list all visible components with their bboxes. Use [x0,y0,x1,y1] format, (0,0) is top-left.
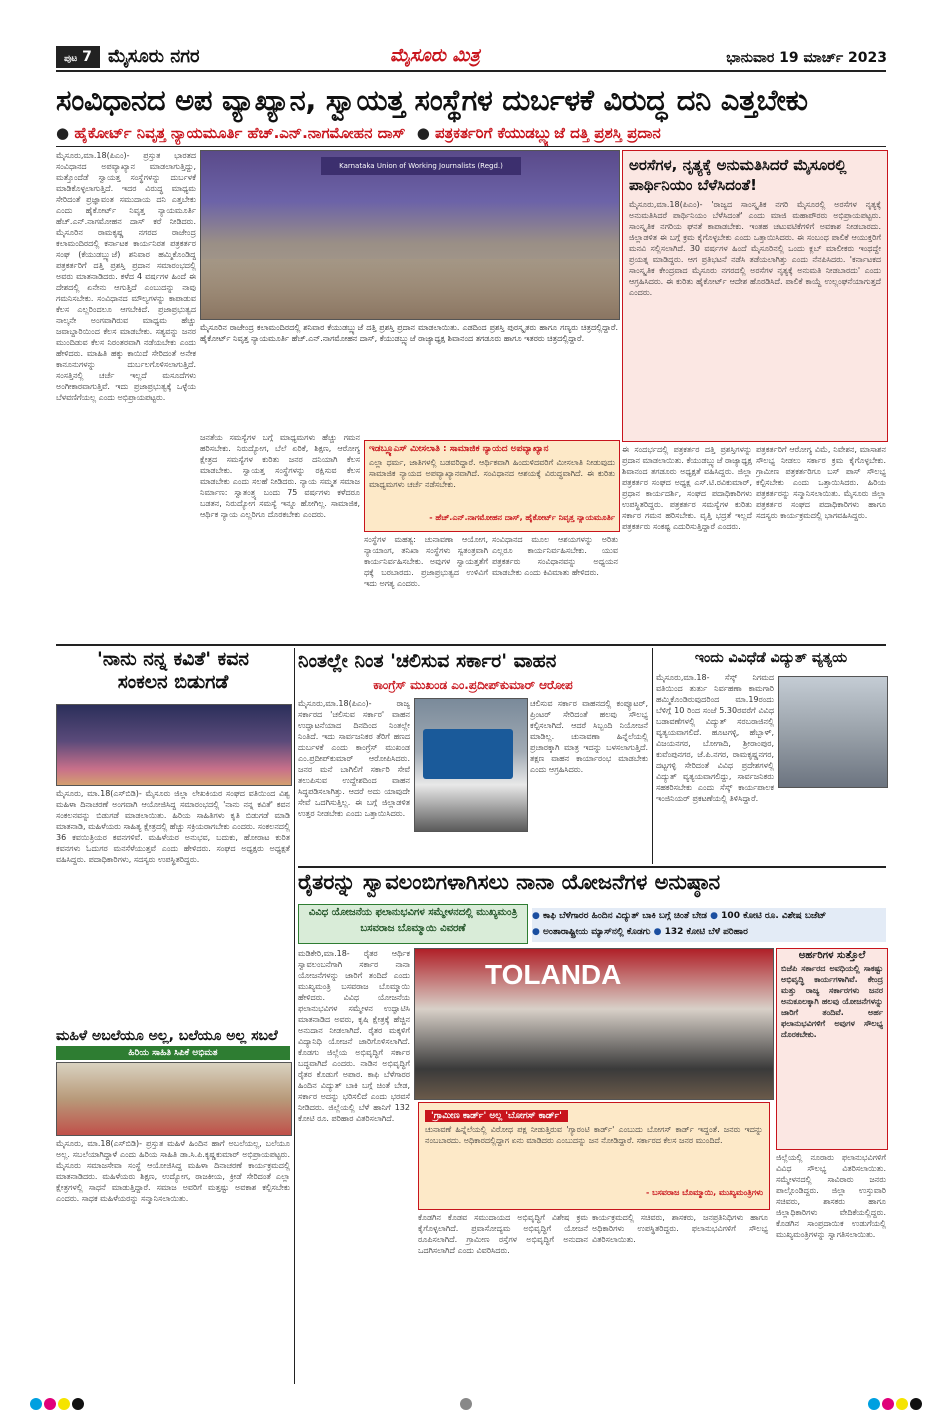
farmer-photo [414,948,774,1100]
poem-headline [56,648,290,694]
vehicle-body-2: ಚಲಿಸುವ ಸರ್ಕಾರ ವಾಹನದಲ್ಲಿ ಕಂಪ್ಯೂಟರ್, ಪ್ರಿಂಟರ್ ಸೇರಿದಂತೆ ಹಲವು ಸೌಲಭ್ಯ ಕಲ್ಪಿಸಲಾಗಿದೆ. ಆದರೆ ಸಿಬ್ಬಂದಿ ನಿಯೋಜನೆ ಮಾಡಿಲ್ಲ. ಚುನಾವಣಾ ಹಿನ್ನೆಲೆಯಲ್ಲಿ ಪ್ರಚಾರಕ್ಕಾಗಿ ಮಾತ್ರ ಇದನ್ನು ಬಳಸಲಾಗುತ್ತಿದೆ. ತಕ್ಷಣ ವಾಹನ ಕಾರ್ಯಾರಂಭ ಮಾಡಬೇಕು ಎಂದು ಆಗ್ರಹಿಸಿದರು. [530,699,648,774]
registration-mark [460,1398,472,1410]
farmer-body-mid-2: ಕಾರ್ಯಕ್ರಮದಲ್ಲಿ ಸಚಿವರು, ಶಾಸಕರು, ಜನಪ್ರತಿನಿಧಿಗಳು ಹಾಗೂ ಅಧಿಕಾರಿಗಳು ಉಪಸ್ಥಿತರಿದ್ದರು. ಫಲಾನುಭವಿಗಳಿಗೆ ಸೌಲಭ್ಯ ವಿತರಿಸಲಾಯಿತು. [592,1213,768,1244]
farmer-side-box [776,948,888,1150]
bullet-icon: ● [710,911,719,921]
quote-title: ಇಡಬ್ಲ್ಯೂಎಸ್ ಮೀಸಲಾತಿ : ಸಾಮಾಜಿಕ ನ್ಯಾಯದ ಅಪವ್ಯಾಖ್ಯಾನ [369,444,549,454]
issue-date: ಭಾನುವಾರ 19 ಮಾರ್ಚ್ 2023 [726,50,887,66]
registration-mark [58,1398,70,1410]
farmer-bullet-3: ಅಂತಾರಾಷ್ಟ್ರೀಯ ಮ್ಯಾಸ್‌ನಲ್ಲಿ ಕೊಡಗು [543,927,651,937]
women-headline: ಮಹಿಳೆ ಅಬಲೆಯೂ ಅಲ್ಲ, ಬಲೆಯೂ ಅಲ್ಲ ಸಬಲೆ [56,1028,278,1044]
poem-photo [56,704,292,786]
lead-body-far: ಪತ್ರಕರ್ತರಿಗೆ ಆರೋಗ್ಯ ವಿಮೆ, ನಿವೇಶನ, ಮಾಸಾಶನ ಸೌಲಭ್ಯ ನೀಡಲು ಸರ್ಕಾರ ಕ್ರಮ ಕೈಗೊಳ್ಳಬೇಕು. ಗ್ರಾಮೀಣ ಪತ್ರಕರ್ತರಿಗೂ ಬಸ್ ಪಾಸ್ ಸೌಲಭ್ಯ ಕಲ್ಪಿಸಬೇಕು ಎಂದು ಒತ್ತಾಯಿಸಿದರು. ಹಿರಿಯ ಪತ್ರಕರ್ತರನ್ನು ಸನ್ಮಾನಿಸಲಾಯಿತು. ಮೈಸೂರು ಜಿಲ್ಲಾ ಪತ್ರಕರ್ತರ ಸಂಘದ ಪದಾಧಿಕಾರಿಗಳು ಹಾಗೂ ಸದಸ್ಯರು ಕಾರ್ಯಕ್ರಮದಲ್ಲಿ ಭಾಗವಹಿಸಿದ್ದರು. [756,445,886,520]
quote-below-left: ಸಂಸ್ಥೆಗಳ ಮಹತ್ವ: ಚುನಾವಣಾ ಆಯೋಗ, ನ್ಯಾಯಾಂಗ, ತನಿಖಾ ಸಂಸ್ಥೆಗಳು ಸ್ವತಂತ್ರವಾಗಿ ಕಾರ್ಯನಿರ್ವಹಿಸಬೇಕು. ಅವುಗಳ ಸ್ವಾಯತ್ತತೆಗೆ ಧಕ್ಕೆ ಬರಬಾರದು. ಪ್ರಜಾಪ್ರಭುತ್ವದ ಉಳಿವಿಗೆ ಇದು ಅಗತ್ಯ ಎಂದರು. [364,535,488,588]
page-prefix: ಪುಟ [64,54,78,64]
page-number [56,46,100,68]
poem-headline-line2: ಸಂಕಲನ ಬಿಡುಗಡೆ [117,670,229,693]
divider [298,866,886,868]
registration-mark [910,1398,922,1410]
farmer-bullet-2: 100 ಕೋಟಿ ರೂ. ವಿಶೇಷ ಬಜೆಟ್ [721,911,827,921]
farmer-quote-box [418,1102,770,1210]
farmer-side-body: ಬಿಜೆಪಿ ಸರ್ಕಾರದ ಅವಧಿಯಲ್ಲಿ ಸಾಕಷ್ಟು ಅಭಿವೃದ್ಧಿ ಕಾರ್ಯಗಳಾಗಿವೆ. ಕೇಂದ್ರ ಮತ್ತು ರಾಜ್ಯ ಸರ್ಕಾರಗಳು ಜನರ ಅನುಕೂಲಕ್ಕಾಗಿ ಹಲವು ಯೋಜನೆಗಳನ್ನು ಜಾರಿಗೆ ತಂದಿವೆ. ಅರ್ಹ ಫಲಾನುಭವಿಗಳಿಗೆ ಅವುಗಳ ಸೌಲಭ್ಯ ದೊರಕಬೇಕು. [781,964,883,1039]
lead-body-left: ಮೈಸೂರು,ಮಾ.18(ಪಿಎಂ)- ಪ್ರಸ್ತುತ ಭಾರತದ ಸಂವಿಧಾನದ ಅಪವ್ಯಾಖ್ಯಾನ ಮಾಡಲಾಗುತ್ತಿದ್ದು, ಮತ್ತೊಂದೆಡೆ ಸ್ವಾಯತ್ತ ಸಂಸ್ಥೆಗಳನ್ನು ದುರ್ಬಳಕೆ ಮಾಡಿಕೊಳ್ಳಲಾಗುತ್ತಿದೆ. ಇದರ ವಿರುದ್ಧ ಮಾಧ್ಯಮ ಸೇರಿದಂತೆ ಪ್ರಜ್ಞಾವಂತ ಸಮುದಾಯ ದನಿ ಎತ್ತಬೇಕು ಎಂದು ಹೈಕೋರ್ಟ್ ನಿವೃತ್ತ ನ್ಯಾಯಮೂರ್ತಿ ಹೆಚ್.ಎನ್.ನಾಗಮೋಹನ ದಾಸ್ ಕರೆ ನೀಡಿದರು. ಮೈಸೂರಿನ ರಾಮಕೃಷ್ಣ ನಗರದ ರಾಜೇಂದ್ರ ಕಲಾಮಂದಿರದಲ್ಲಿ ಕರ್ನಾಟಕ ಕಾರ್ಯನಿರತ ಪತ್ರಕರ್ತರ ಸಂಘ (ಕೆಯುಡಬ್ಲ್ಯುಜೆ) ಶನಿವಾರ ಹಮ್ಮಿಕೊಂಡಿದ್ದ ಪತ್ರಕರ್ತರಿಗೆ ದತ್ತಿ ಪ್ರಶಸ್ತಿ ಪ್ರದಾನ ಸಮಾರಂಭದಲ್ಲಿ ಅವರು ಮಾತನಾಡಿದರು. ಕಳೆದ 4 ವರ್ಷಗಳ ಹಿಂದೆ ಈ ದೇಶದಲ್ಲಿ ಏನೇನು ಆಗುತ್ತಿದೆ ಎಂಬುದನ್ನು ನಾವು ಗಮನಿಸಬೇಕು. ಸಂವಿಧಾನದ ಮೌಲ್ಯಗಳನ್ನು ಕಾಪಾಡುವ ಕೆಲಸ ಎಲ್ಲರಿಂದಲೂ ಆಗಬೇಕಿದೆ. ಪ್ರಜಾಪ್ರಭುತ್ವದ ನಾಲ್ಕನೇ ಅಂಗವಾಗಿರುವ ಮಾಧ್ಯಮ ಹೆಚ್ಚು ಜವಾಬ್ದಾರಿಯಿಂದ ಕೆಲಸ ಮಾಡಬೇಕು. ಸತ್ಯವನ್ನು ಜನರ ಮುಂದಿಡುವ ಕೆಲಸ ನಿರಂತರವಾಗಿ ನಡೆಯಬೇಕು ಎಂದು ಹೇಳಿದರು. ಮಾಹಿತಿ ಹಕ್ಕು ಕಾಯಿದೆ ಸೇರಿದಂತೆ ಅನೇಕ ಕಾನೂನುಗಳನ್ನು ದುರ್ಬಲಗೊಳಿಸಲಾಗುತ್ತಿದೆ. ಸಂಸತ್ತಿನಲ್ಲಿ ಚರ್ಚೆ ಇಲ್ಲದೆ ಮಸೂದೆಗಳು ಅಂಗೀಕಾರವಾಗುತ್ತಿವೆ. ಇದು ಪ್ರಜಾಪ್ರಭುತ್ವಕ್ಕೆ ಒಳ್ಳೆಯ ಬೆಳವಣಿಗೆಯಲ್ಲ ಎಂದು ಅಭಿಪ್ರಾಯಪಟ್ಟರು. [56,151,196,402]
registration-mark [72,1398,84,1410]
lead-subheads [56,122,886,144]
registration-mark [30,1398,42,1410]
farmer-headline: ರೈತರನ್ನು ಸ್ವಾವಲಂಬಿಗಳಾಗಿಸಲು ನಾನಾ ಯೋಜನೆಗಳ ಅನುಷ್ಠಾನ [298,870,721,894]
farmer-quote-body: ಚುನಾವಣೆ ಹಿನ್ನೆಲೆಯಲ್ಲಿ ವಿರೋಧ ಪಕ್ಷ ನೀಡುತ್ತಿರುವ 'ಗ್ಯಾರಂಟಿ ಕಾರ್ಡ್' ಎಂಬುದು ಬೋಗಸ್ ಕಾರ್ಡ್ ಇದ್ದಂತೆ. ಜನರು ಇದನ್ನು ನಂಬಬಾರದು. ಅಧಿಕಾರದಲ್ಲಿದ್ದಾಗ ಏನು ಮಾಡಿದರು ಎಂಬುದನ್ನು ಜನ ನೋಡಿದ್ದಾರೆ. ಸರ್ಕಾರದ ಕೆಲಸ ಜನರ ಮುಂದಿದೆ. [425,1125,763,1145]
farmer-side-body-2: ಜಿಲ್ಲೆಯಲ್ಲಿ ನೂರಾರು ಫಲಾನುಭವಿಗಳಿಗೆ ವಿವಿಧ ಸೌಲಭ್ಯ ವಿತರಿಸಲಾಯಿತು. ಸಮ್ಮೇಳನದಲ್ಲಿ ಸಾವಿರಾರು ಜನರು ಪಾಲ್ಗೊಂಡಿದ್ದರು. ಜಿಲ್ಲಾ ಉಸ್ತುವಾರಿ ಸಚಿವರು, ಶಾಸಕರು ಹಾಗೂ ಜಿಲ್ಲಾಧಿಕಾರಿಗಳು ವೇದಿಕೆಯಲ್ಲಿದ್ದರು. ಕೊಡಗಿನ ಸಾಂಪ್ರದಾಯಿಕ ಉಡುಗೆಯಲ್ಲಿ ಮುಖ್ಯಮಂತ್ರಿಗಳನ್ನು ಸ್ವಾಗತಿಸಲಾಯಿತು. [776,1153,886,1239]
divider [56,146,886,147]
page-number-value: 7 [82,49,92,65]
quote-body: ಎಲ್ಲಾ ಧರ್ಮ, ಜಾತಿಗಳಲ್ಲಿ ಬಡವರಿದ್ದಾರೆ. ಆರ್ಥಿಕವಾಗಿ ಹಿಂದುಳಿದವರಿಗೆ ಮೀಸಲಾತಿ ನೀಡುವುದು ಸಾಮಾಜಿಕ ನ್ಯಾಯದ ಅಪವ್ಯಾಖ್ಯಾನವಾಗಿದೆ. ಸಂವಿಧಾನದ ಆಶಯಕ್ಕೆ ವಿರುದ್ಧವಾಗಿದೆ. ಈ ಕುರಿತು ಮಾಧ್ಯಮಗಳು ಚರ್ಚೆ ನಡೆಸಬೇಕು. [369,458,615,489]
lead-photo [200,150,620,320]
registration-mark [868,1398,880,1410]
bullet-icon: ● [653,927,662,937]
vehicle-body: ಮೈಸೂರು,ಮಾ.18(ಪಿಎಂ)- ರಾಜ್ಯ ಸರ್ಕಾರದ 'ಚಲಿಸುವ ಸರ್ಕಾರ' ವಾಹನ ಉದ್ಘಾಟನೆಯಾದ ದಿನದಿಂದ ನಿಂತಲ್ಲೇ ನಿಂತಿದೆ. ಇದು ಸಾರ್ವಜನಿಕರ ತೆರಿಗೆ ಹಣದ ದುರ್ಬಳಕೆ ಎಂದು ಕಾಂಗ್ರೆಸ್ ಮುಖಂಡ ಎಂ.ಪ್ರದೀಪ್‌ಕುಮಾರ್ ಆರೋಪಿಸಿದರು. ಜನರ ಮನೆ ಬಾಗಿಲಿಗೆ ಸರ್ಕಾರಿ ಸೇವೆ ತಲುಪಿಸುವ ಉದ್ದೇಶದಿಂದ ವಾಹನ ಸಿದ್ಧಪಡಿಸಲಾಗಿತ್ತು. ಆದರೆ ಅದು ಯಾವುದೇ ಸೇವೆ ಒದಗಿಸುತ್ತಿಲ್ಲ. ಈ ಬಗ್ಗೆ ಜಿಲ್ಲಾಡಳಿತ ಉತ್ತರ ನೀಡಬೇಕು ಎಂದು ಒತ್ತಾಯಿಸಿದರು. [298,699,410,818]
bullet-icon: ● [416,124,430,142]
poem-headline-line1: 'ನಾನು ನನ್ನ ಕವಿತೆ' ಕವನ [97,648,249,670]
power-photo [778,676,888,788]
sidebar-body: ಮೈಸೂರು,ಮಾ.18(ಪಿಎಂ)- 'ರಾಜ್ಯದ ಸಾಂಸ್ಕೃತಿಕ ನಗರಿ ಮೈಸೂರಲ್ಲಿ ಅರಸೆಗಳ ನೃತ್ಯಕ್ಕೆ ಅನುಮತಿಸಿದರೆ ಪಾರ್ಥಿನಿಯಂ ಬೆಳೆಸಿದಂತೆ' ಎಂದು ಮಾಜಿ ಮಹಾಪೌರರು ಅಭಿಪ್ರಾಯಪಟ್ಟರು. ಸಾಂಸ್ಕೃತಿಕ ನಗರಿಯ ಘನತೆ ಕಾಪಾಡಬೇಕು. ಇಂತಹ ಚಟುವಟಿಕೆಗಳಿಗೆ ಅವಕಾಶ ನೀಡಬಾರದು. ಜಿಲ್ಲಾಡಳಿತ ಈ ಬಗ್ಗೆ ಕ್ರಮ ಕೈಗೊಳ್ಳಬೇಕು ಎಂದು ಒತ್ತಾಯಿಸಿದರು. ಈ ಸಂಬಂಧ ಪಾಲಿಕೆ ಆಯುಕ್ತರಿಗೆ ಮನವಿ ಸಲ್ಲಿಸಲಾಗಿದೆ. 30 ವರ್ಷಗಳ ಹಿಂದೆ ಮೈಸೂರಿನಲ್ಲಿ ಒಂದು ಕ್ಲಬ್ ಮಾಲೀಕರು ಇಂಥದ್ದೇ ಪ್ರಯತ್ನ ಮಾಡಿದ್ದರು. ಆಗ ಪ್ರತಿಭಟನೆ ನಡೆಸಿ ತಡೆಯಲಾಗಿತ್ತು ಎಂದು ನೆನಪಿಸಿದರು. 'ಕರ್ನಾಟಕದ ಸಾಂಸ್ಕೃತಿಕ ಕೇಂದ್ರವಾದ ಮೈಸೂರು ನಗರದಲ್ಲಿ ಅರಸೆಗಳ ನೃತ್ಯಕ್ಕೆ ಅನುಮತಿ ನೀಡಬಾರದು' ಎಂದು ಆಗ್ರಹಿಸಿದರು. ಈ ಕುರಿತು ಹೈಕೋರ್ಟ್ ಆದೇಶ ಹೊರಡಿಸಿದೆ. ಪಾಲಿಕೆ ಕಾಯ್ದೆ ಉಲ್ಲಂಘನೆಯಾಗುತ್ತದೆ ಎಂದರು. [629,200,881,297]
photo-banner: TOLANDA [485,959,622,990]
farmer-body-left: ಮಡಿಕೇರಿ,ಮಾ.18- ರೈತರ ಆರ್ಥಿಕ ಸ್ವಾವಲಂಬನೆಗಾಗಿ ಸರ್ಕಾರ ನಾನಾ ಯೋಜನೆಗಳನ್ನು ಜಾರಿಗೆ ತಂದಿದೆ ಎಂದು ಮುಖ್ಯಮಂತ್ರಿ ಬಸವರಾಜ ಬೊಮ್ಮಾಯಿ ಹೇಳಿದರು. ವಿವಿಧ ಯೋಜನೆಯ ಫಲಾನುಭವಿಗಳ ಸಮ್ಮೇಳನ ಉದ್ಘಾಟಿಸಿ ಮಾತನಾಡಿದ ಅವರು, ಕೃಷಿ ಕ್ಷೇತ್ರಕ್ಕೆ ಹೆಚ್ಚಿನ ಅನುದಾನ ನೀಡಲಾಗಿದೆ. ರೈತರ ಮಕ್ಕಳಿಗೆ ವಿದ್ಯಾನಿಧಿ ಯೋಜನೆ ಜಾರಿಗೊಳಿಸಲಾಗಿದೆ. ಕೊಡಗು ಜಿಲ್ಲೆಯ ಅಭಿವೃದ್ಧಿಗೆ ಸರ್ಕಾರ ಬದ್ಧವಾಗಿದೆ ಎಂದರು. ನಾಡಿನ ಅಭಿವೃದ್ಧಿಗೆ ರೈತರ ಕೊಡುಗೆ ಅಪಾರ. ಕಾಫಿ ಬೆಳೆಗಾರರ ಹಿಂದಿನ ವಿದ್ಯುತ್ ಬಾಕಿ ಬಗ್ಗೆ ಚಿಂತೆ ಬೇಡ, ಸರ್ಕಾರ ಅದನ್ನು ಭರಿಸಲಿದೆ ಎಂದು ಭರವಸೆ ನೀಡಿದರು. ಜಿಲ್ಲೆಯಲ್ಲಿ ಬೆಳೆ ಹಾನಿಗೆ 132 ಕೋಟಿ ರೂ. ಪರಿಹಾರ ವಿತರಿಸಲಾಗಿದೆ. [298,949,410,1123]
quote-attribution: - ಹೆಚ್.ಎನ್.ನಾಗಮೋಹನ ದಾಸ್, ಹೈಕೋರ್ಟ್ ನಿವೃತ್ತ ನ್ಯಾಯಮೂರ್ತಿ [429,513,615,522]
bullet-icon: ● [56,124,70,142]
registration-mark [44,1398,56,1410]
registration-mark [882,1398,894,1410]
farmer-bullets [532,908,886,942]
lead-subhead-2: ಪತ್ರಕರ್ತರಿಗೆ ಕೆಯುಡಬ್ಲ್ಯುಜೆ ದತ್ತಿ ಪ್ರಶಸ್ತಿ ಪ್ರದಾನ [435,124,661,142]
vehicle-subhead: ಕಾಂಗ್ರೆಸ್ ಮುಖಂಡ ಎಂ.ಪ್ರದೀಪ್‌ಕುಮಾರ್ ಆರೋಪ [373,678,573,692]
divider [56,644,886,646]
photo-stage [201,259,619,319]
divider [652,648,653,864]
quote-box [364,440,620,532]
divider [294,648,295,1384]
power-headline: ಇಂದು ವಿವಿಧೆಡೆ ವಿದ್ಯುತ್ ವ್ಯತ್ಯಯ [694,650,848,666]
lead-body-right: ಜನತೆಯ ಸಮಸ್ಯೆಗಳ ಬಗ್ಗೆ ಮಾಧ್ಯಮಗಳು ಹೆಚ್ಚು ಗಮನ ಹರಿಸಬೇಕು. ನಿರುದ್ಯೋಗ, ಬೆಲೆ ಏರಿಕೆ, ಶಿಕ್ಷಣ, ಆರೋಗ್ಯ ಕ್ಷೇತ್ರದ ಸಮಸ್ಯೆಗಳ ಕುರಿತು ಜನರ ದನಿಯಾಗಿ ಕೆಲಸ ಮಾಡಬೇಕು. ಸ್ವಾಯತ್ತ ಸಂಸ್ಥೆಗಳನ್ನು ರಕ್ಷಿಸುವ ಕೆಲಸ ಮಾಡಬೇಕು ಎಂದು ಸಲಹೆ ನೀಡಿದರು. ನ್ಯಾಯ ಸಮ್ಮತ ಸಮಾಜ ನಿರ್ಮಾಣ: ಸ್ವಾತಂತ್ರ್ಯ ಬಂದು 75 ವರ್ಷಗಳು ಕಳೆದರೂ ಬಡತನ, ನಿರುದ್ಯೋಗ ಸಮಸ್ಯೆ ಇನ್ನೂ ಹೋಗಿಲ್ಲ. ಸಾಮಾಜಿಕ, ಆರ್ಥಿಕ ನ್ಯಾಯ ಎಲ್ಲರಿಗೂ ದೊರಕಬೇಕು ಎಂದರು. [200,433,360,519]
vehicle-shape [423,729,513,779]
vehicle-headline: ನಿಂತಲ್ಲೇ ನಿಂತ 'ಚಲಿಸುವ ಸರ್ಕಾರ' ವಾಹನ [298,650,557,672]
power-body: ಮೈಸೂರು,ಮಾ.18- ಸೆಸ್ಕ್ ನಿಗಮದ ವತಿಯಿಂದ ತುರ್ತು ನಿರ್ವಹಣಾ ಕಾಮಗಾರಿ ಹಮ್ಮಿಕೊಂಡಿರುವುದರಿಂದ ಮಾ.19ರಂದು ಬೆಳಿಗ್ಗೆ 10 ರಿಂದ ಸಂಜೆ 5.30ರವರೆಗೆ ವಿವಿಧ ಬಡಾವಣೆಗಳಲ್ಲಿ ವಿದ್ಯುತ್ ಸರಬರಾಜಿನಲ್ಲಿ ವ್ಯತ್ಯಯವಾಗಲಿದೆ. ಹೂಟಗಳ್ಳಿ, ಹೆಬ್ಬಾಳ್, ವಿಜಯನಗರ, ಬೋಗಾದಿ, ಶ್ರೀರಾಂಪುರ, ಕುವೆಂಪುನಗರ, ಜೆ.ಪಿ.ನಗರ, ರಾಮಕೃಷ್ಣನಗರ, ದಟ್ಟಗಳ್ಳಿ ಸೇರಿದಂತೆ ವಿವಿಧ ಪ್ರದೇಶಗಳಲ್ಲಿ ವಿದ್ಯುತ್ ವ್ಯತ್ಯಯವಾಗಲಿದ್ದು, ಸಾರ್ವಜನಿಕರು ಸಹಕರಿಸಬೇಕು ಎಂದು ಸೆಸ್ಕ್ ಕಾರ್ಯಪಾಲಕ ಇಂಜಿನಿಯರ್ ಪ್ರಕಟಣೆಯಲ್ಲಿ ತಿಳಿಸಿದ್ದಾರೆ. [656,673,774,803]
sidebar-title: ಅರಸೆಗಳ, ನೃತ್ಯಕ್ಕೆ ಅನುಮತಿಸಿದರೆ ಮೈಸೂರಲ್ಲಿ ಪಾರ್ಥಿನಿಯಂ ಬೆಳೆಸಿದಂತೆ! [629,156,847,194]
farmer-quote-title: 'ಗ್ರಾಮೀಣ ಕಾರ್ಡ್' ಅಲ್ಲ 'ಬೋಗಸ್ ಕಾರ್ಡ್' [425,1110,568,1122]
women-photo [56,1062,292,1136]
section-title: ಮೈಸೂರು ನಗರ [108,46,200,67]
farmer-kicker: ವಿವಿಧ ಯೋಜನೆಯ ಫಲಾನುಭವಿಗಳ ಸಮ್ಮೇಳನದಲ್ಲಿ ಮುಖ್ಯಮಂತ್ರಿ ಬಸವರಾಜ ಬೊಮ್ಮಾಯಿ ವಿವರಣೆ [298,904,528,944]
quote-below-right: ಸಂವಿಧಾನದ ಮೂಲ ಆಶಯಗಳನ್ನು ಅರಿತು ಎಲ್ಲರೂ ಕಾರ್ಯನಿರ್ವಹಿಸಬೇಕು. ಯುವ ಪತ್ರಕರ್ತರು ಸಂವಿಧಾನವನ್ನು ಅಧ್ಯಯನ ಮಾಡಬೇಕು ಎಂದು ಕಿವಿಮಾತು ಹೇಳಿದರು. [492,535,618,577]
bullet-icon: ● [532,911,540,921]
lead-headline: ಸಂವಿಧಾನದ ಅಪ ವ್ಯಾಖ್ಯಾನ, ಸ್ವಾಯತ್ತ ಸಂಸ್ಥೆಗಳ ದುರ್ಬಳಕೆ ವಿರುದ್ಧ ದನಿ ಎತ್ತಬೇಕು [56,83,808,117]
sidebar-box [622,150,888,442]
farmer-bullet-1: ಕಾಫಿ ಬೆಳೆಗಾರರ ಹಿಂದಿನ ವಿದ್ಯುತ್ ಬಾಕಿ ಬಗ್ಗೆ ಚಿಂತೆ ಬೇಡ [543,911,708,921]
bullet-icon: ● [532,927,540,937]
photo-banner: Karnataka Union of Working Journalists (Regd.) [321,157,521,175]
farmer-side-title: ಅರ್ಹರಿಗಳ ಸುತ್ತೊಲೆ [798,950,866,961]
farmer-bullet-4: 132 ಕೋಟಿ ಬೆಳೆ ಪರಿಹಾರ [664,927,748,937]
lead-body-mid: ಈ ಸಂದರ್ಭದಲ್ಲಿ ಪತ್ರಕರ್ತರ ದತ್ತಿ ಪ್ರಶಸ್ತಿಗಳನ್ನು ಪ್ರದಾನ ಮಾಡಲಾಯಿತು. ಕೆಯುಡಬ್ಲ್ಯುಜೆ ರಾಜ್ಯಾಧ್ಯಕ್ಷ ಶಿವಾನಂದ ತಗಡೂರು ಅಧ್ಯಕ್ಷತೆ ವಹಿಸಿದ್ದರು. ಜಿಲ್ಲಾ ಪತ್ರಕರ್ತರ ಸಂಘದ ಅಧ್ಯಕ್ಷ ಎಸ್.ಟಿ.ರವಿಕುಮಾರ್, ಪ್ರಧಾನ ಕಾರ್ಯದರ್ಶಿ, ಸಂಘದ ಪದಾಧಿಕಾರಿಗಳು ಉಪಸ್ಥಿತರಿದ್ದರು. ಪತ್ರಕರ್ತರ ಸಮಸ್ಯೆಗಳ ಕುರಿತು ಸರ್ಕಾರ ಗಮನ ಹರಿಸಬೇಕು. ವೃತ್ತಿ ಭದ್ರತೆ ಇಲ್ಲದೆ ಪತ್ರಕರ್ತರು ಸಂಕಷ್ಟ ಎದುರಿಸುತ್ತಿದ್ದಾರೆ ಎಂದರು. [622,445,752,531]
masthead: ಮೈಸೂರು ಮಿತ್ರ [390,45,480,66]
women-body: ಮೈಸೂರು, ಮಾ.18(ಎಸ್‌ಬಿಡಿ)- ಪ್ರಸ್ತುತ ಮಹಿಳೆ ಹಿಂದಿನ ಹಾಗೆ ಅಬಲೆಯಲ್ಲ, ಬಲೆಯೂ ಅಲ್ಲ. ಸಬಲೆಯಾಗಿದ್ದಾಳೆ ಎಂದು ಹಿರಿಯ ಸಾಹಿತಿ ಡಾ.ಸಿ.ಪಿ.ಕೃಷ್ಣಕುಮಾರ್ ಅಭಿಪ್ರಾಯಪಟ್ಟರು. ಮೈಸೂರು ಸಮಾಜಸೇವಾ ಸಂಸ್ಥೆ ಆಯೋಜಿಸಿದ್ದ ಮಹಿಳಾ ದಿನಾಚರಣೆ ಕಾರ್ಯಕ್ರಮದಲ್ಲಿ ಮಾತನಾಡಿದರು. ಮಹಿಳೆಯರು ಶಿಕ್ಷಣ, ಉದ್ಯೋಗ, ರಾಜಕೀಯ, ಕ್ರೀಡೆ ಸೇರಿದಂತೆ ಎಲ್ಲಾ ಕ್ಷೇತ್ರಗಳಲ್ಲಿ ಸಾಧನೆ ಮಾಡುತ್ತಿದ್ದಾರೆ. ಸಮಾಜ ಅವರಿಗೆ ಮತ್ತಷ್ಟು ಅವಕಾಶ ಕಲ್ಪಿಸಬೇಕು ಎಂದರು. ಸಾಧಕ ಮಹಿಳೆಯರನ್ನು ಸನ್ಮಾನಿಸಲಾಯಿತು. [56,1139,290,1203]
women-kicker: ಹಿರಿಯ ಸಾಹಿತಿ ಸಿಪಿಕೆ ಅಭಿಮತ [56,1046,290,1060]
farmer-body-mid: ಕೊಡಗಿನ ಕೊಡವ ಸಮುದಾಯದ ಅಭಿವೃದ್ಧಿಗೆ ವಿಶೇಷ ಕ್ರಮ ಕೈಗೊಳ್ಳಲಾಗಿದೆ. ಪ್ರವಾಸೋದ್ಯಮ ಅಭಿವೃದ್ಧಿಗೆ ಯೋಜನೆ ರೂಪಿಸಲಾಗಿದೆ. ಗ್ರಾಮೀಣ ರಸ್ತೆಗಳ ಅಭಿವೃದ್ಧಿಗೆ ಅನುದಾನ ಒದಗಿಸಲಾಗಿದೆ ಎಂದು ವಿವರಿಸಿದರು. [418,1213,588,1255]
farmer-quote-attribution: - ಬಸವರಾಜ ಬೊಮ್ಮಾಯಿ, ಮುಖ್ಯಮಂತ್ರಿಗಳು [646,1188,763,1197]
vehicle-photo [414,698,528,832]
lead-photo-caption: ಮೈಸೂರಿನ ರಾಜೇಂದ್ರ ಕಲಾಮಂದಿರದಲ್ಲಿ ಶನಿವಾರ ಕೆಯುಡಬ್ಲ್ಯುಜೆ ದತ್ತಿ ಪ್ರಶಸ್ತಿ ಪ್ರದಾನ ಮಾಡಲಾಯಿತು. ಎಡದಿಂದ ಪ್ರಶಸ್ತಿ ಪುರಸ್ಕೃತರು ಹಾಗೂ ಗಣ್ಯರು ಚಿತ್ರದಲ್ಲಿದ್ದಾರೆ. ಹೈಕೋರ್ಟ್ ನಿವೃತ್ತ ನ್ಯಾಯಮೂರ್ತಿ ಹೆಚ್.ಎನ್.ನಾಗಮೋಹನ ದಾಸ್, ಕೆಯುಡಬ್ಲ್ಯುಜೆ ರಾಜ್ಯಾಧ್ಯಕ್ಷ ಶಿವಾನಂದ ತಗಡೂರು ಹಾಗೂ ಇತರರು ಚಿತ್ರದಲ್ಲಿದ್ದಾರೆ. [200,323,618,343]
registration-mark [896,1398,908,1410]
lead-subhead-1: ಹೈಕೋರ್ಟ್ ನಿವೃತ್ತ ನ್ಯಾಯಮೂರ್ತಿ ಹೆಚ್.ಎನ್.ನಾಗಮೋಹನ ದಾಸ್ [74,124,406,142]
poem-body: ಮೈಸೂರು, ಮಾ.18(ಎಸ್‌ಬಿಡಿ)- ಮೈಸೂರು ಜಿಲ್ಲಾ ಲೇಖಕಿಯರ ಸಂಘದ ವತಿಯಿಂದ ವಿಶ್ವ ಮಹಿಳಾ ದಿನಾಚರಣೆ ಅಂಗವಾಗಿ ಆಯೋಜಿಸಿದ್ದ ಸಮಾರಂಭದಲ್ಲಿ 'ನಾನು ನನ್ನ ಕವಿತೆ' ಕವನ ಸಂಕಲನವನ್ನು ಬಿಡುಗಡೆ ಮಾಡಲಾಯಿತು. ಹಿರಿಯ ಸಾಹಿತಿಗಳು ಕೃತಿ ಬಿಡುಗಡೆ ಮಾಡಿ ಮಾತನಾಡಿ, ಮಹಿಳೆಯರು ಸಾಹಿತ್ಯ ಕ್ಷೇತ್ರದಲ್ಲಿ ಹೆಚ್ಚು ಸಕ್ರಿಯರಾಗಬೇಕು ಎಂದರು. ಸಂಕಲನದಲ್ಲಿ 36 ಕವಯಿತ್ರಿಯರ ಕವನಗಳಿವೆ. ಮಹಿಳೆಯರ ಅನುಭವ, ಬದುಕು, ಹೋರಾಟ ಕುರಿತ ಕವನಗಳು ಓದುಗರ ಮನಸೆಳೆಯುತ್ತವೆ ಎಂದು ಹೇಳಿದರು. ಸಂಘದ ಅಧ್ಯಕ್ಷರು ಅಧ್ಯಕ್ಷತೆ ವಹಿಸಿದ್ದರು. ಪದಾಧಿಕಾರಿಗಳು, ಸದಸ್ಯರು ಉಪಸ್ಥಿತರಿದ್ದರು. [56,789,290,864]
